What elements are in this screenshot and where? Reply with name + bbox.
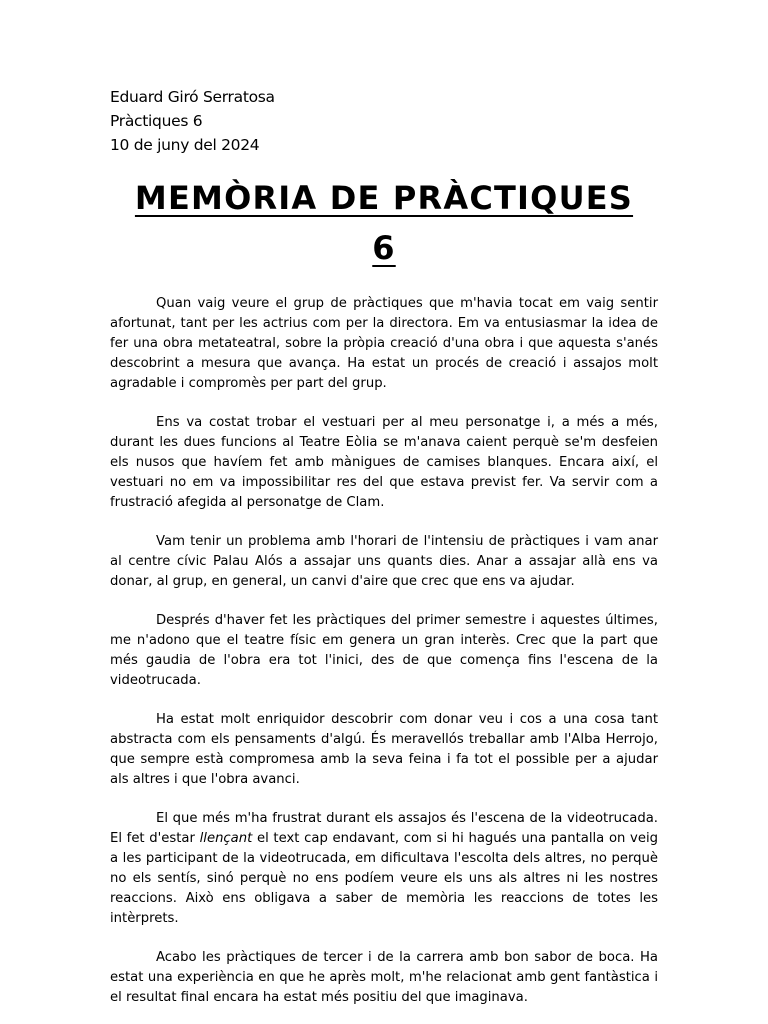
course-name: Pràctiques 6	[110, 112, 203, 130]
author-name: Eduard Giró Serratosa	[110, 88, 275, 106]
document-title-line-2: 6	[372, 229, 396, 267]
paragraph	[110, 809, 658, 929]
document-body	[110, 294, 658, 1008]
paragraph: Quan vaig veure el grup de pràctiques que m'havia tocat em vaig sentir afortunat, tant per les actrius com per la directora. Em va entusiasmar la idea de fer una obra metateatral, sobre la pròpia creació d'una obra i que aquesta s'anés descobrint a mesura que avança. Ha estat un procés de creació i assajos molt agradable i compromès per part del grup.	[110, 296, 658, 392]
document-date: 10 de juny del 2024	[110, 136, 260, 154]
paragraph: Després d'haver fet les pràctiques del primer semestre i aquestes últimes, me n'adono que el teatre físic em genera un gran interès. Crec que la part que més gaudia de l'obra era tot l'inici, des de que comença fins l'escena de la videotrucada.	[110, 613, 658, 689]
document-title-line-1: MEMÒRIA DE PRÀCTIQUES	[134, 179, 634, 217]
paragraph-text-after: el text cap endavant, com si hi hagués una pantalla on veig a les participant de la videotrucada, em dificultava l'escolta dels altres, no perquè no els sentís, sinó perquè no ens podíem veure els uns als altres ni les nostres reaccions. Això ens obligava a saber de memòria les reaccions de totes les intèrprets.	[110, 831, 658, 927]
document-title	[110, 173, 658, 273]
paragraph: Vam tenir un problema amb l'horari de l'intensiu de pràctiques i vam anar al centre cívic Palau Alós a assajar uns quants dies. Anar a assajar allà ens va donar, al grup, en general, un canvi d'aire que crec que ens va ajudar.	[110, 534, 658, 590]
emphasized-word: llençant	[199, 831, 253, 847]
paragraph: Ha estat molt enriquidor descobrir com donar veu i cos a una cosa tant abstracta com els pensaments d'algú. És meravellós treballar amb l'Alba Herrojo, que sempre està compromesa amb la seva feina i fa tot el possible per a ajudar als altres i que l'obra avanci.	[110, 712, 658, 788]
paragraph: Acabo les pràctiques de tercer i de la carrera amb bon sabor de boca. Ha estat una experiència en que he après molt, m'he relacionat amb gent fantàstica i el resultat final encara ha estat més positiu del que imaginava.	[110, 950, 658, 1006]
paragraph-text-before: El que més m'ha frustrat durant els assajos és l'escena de la videotrucada. El fet d'estar	[110, 811, 658, 847]
document-page	[110, 85, 658, 1008]
document-header	[110, 85, 658, 157]
paragraph: Ens va costat trobar el vestuari per al meu personatge i, a més a més, durant les dues funcions al Teatre Eòlia se m'anava caient perquè se'm desfeien els nusos que havíem fet amb mànigues de camises blanques. Encara així, el vestuari no em va impossibilitar res del que estava previst fer. Va servir com a frustració afegida al personatge de Clam.	[110, 415, 658, 511]
